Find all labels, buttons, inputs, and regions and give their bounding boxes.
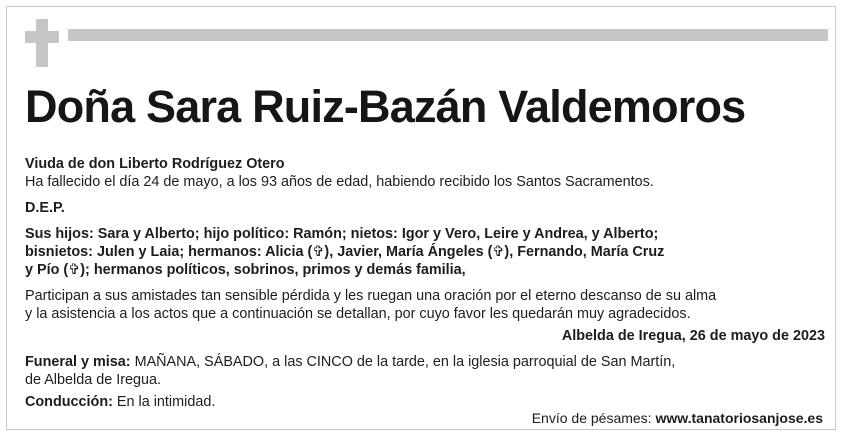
- announcement-line-1: Participan a sus amistades tan sensible pérdida y les ruegan una oración por el eterno descanso de su alma: [25, 288, 717, 304]
- obituary-card: [6, 6, 836, 430]
- widow-line: Viuda de don Liberto Rodríguez Otero: [25, 156, 285, 172]
- cross-icon: [25, 19, 59, 67]
- obituary-body: [25, 155, 825, 411]
- funeral-line-1: [25, 353, 825, 371]
- condolences-footer: [532, 409, 823, 427]
- top-divider: [68, 29, 828, 41]
- family-block: [25, 225, 825, 279]
- funeral-line-2: de Albelda de Iregua.: [25, 372, 162, 388]
- conduction-text: En la intimidad.: [112, 394, 216, 410]
- funeral-label: Funeral y misa:: [25, 354, 131, 370]
- funeral-block: [25, 353, 825, 389]
- announcement-line-2: y la asistencia a los actos que a continuación se detallan, por cuyo favor les quedarán muy agradecidos.: [25, 306, 691, 322]
- dep-line: D.E.P.: [25, 200, 65, 216]
- website-link[interactable]: www.tanatoriosanjose.es: [655, 410, 823, 426]
- death-line: Ha fallecido el día 24 de mayo, a los 93 años de edad, habiendo recibido los Santos Sacramentos.: [25, 174, 654, 190]
- condolences-label: Envío de pésames:: [531, 410, 656, 426]
- conduction-label: Conducción:: [25, 394, 113, 410]
- family-line-1: Sus hijos: Sara y Alberto; hijo político: Ramón; nietos: Igor y Vero, Leire y Andrea, y Alberto;: [25, 226, 659, 242]
- place-date: Albelda de Iregua, 26 de mayo de 2023: [561, 328, 825, 344]
- deceased-name: Doña Sara Ruiz-Bazán Valdemoros: [25, 81, 746, 132]
- announcement-block: [25, 287, 825, 323]
- family-line-3: y Pío (✞); hermanos políticos, sobrinos, primos y demás familia,: [25, 262, 466, 278]
- funeral-text: MAÑANA, SÁBADO, a las CINCO de la tarde, en la iglesia parroquial de San Martín,: [130, 354, 676, 370]
- family-line-2: bisnietos: Julen y Laia; hermanos: Alicia (✞), Javier, María Ángeles (✞), Fernando, María Cruz: [25, 244, 665, 260]
